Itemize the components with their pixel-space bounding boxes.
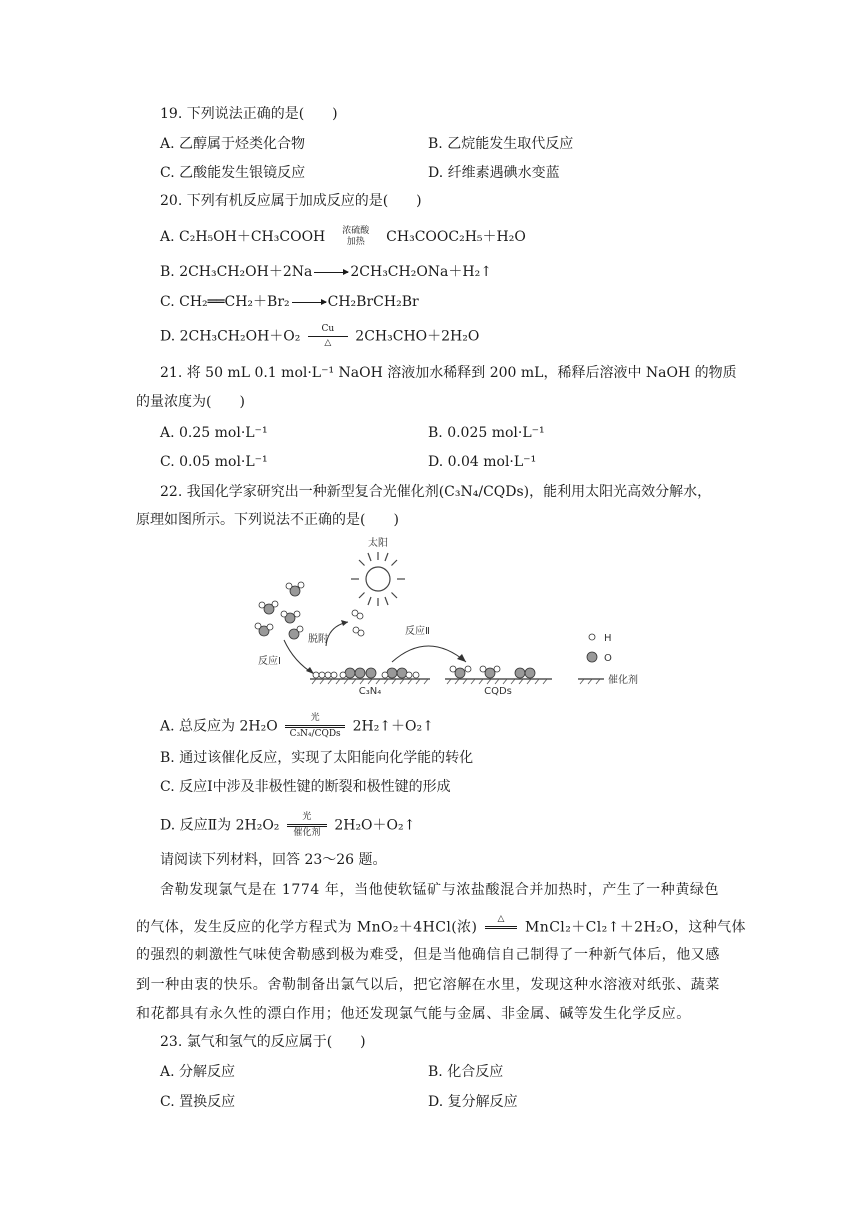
equation-right: 2H₂O＋O₂↑	[334, 817, 416, 834]
reaction-arrow	[314, 272, 348, 273]
water-molecules	[255, 582, 304, 639]
photocatalysis-diagram	[240, 534, 660, 704]
reaction-condition	[333, 226, 379, 248]
reaction2-label: 反应Ⅱ	[405, 626, 430, 637]
question-22-option-d	[160, 812, 415, 839]
material-line-3: 的强烈的刺激性气味使舍勒感到极为难受，但是当他确信自己制得了一种新气体后，他又感	[136, 947, 720, 963]
reaction2-arrow	[392, 646, 466, 662]
question-21-option-c: C. 0.05 mol·L⁻¹	[160, 454, 268, 470]
equation-left: A. C₂H₅OH＋CH₃COOH	[160, 229, 326, 245]
diagram-legend	[578, 633, 638, 686]
question-20-option-c	[160, 292, 419, 312]
reaction-condition	[485, 914, 517, 941]
equation-right: 2CH₃CH₂ONa＋H₂↑	[350, 264, 492, 280]
legend-catalyst-label: 催化剂	[608, 675, 638, 686]
condition-equals	[285, 725, 345, 728]
hydrogen-molecules	[352, 610, 364, 636]
equation-right: 2H₂↑＋O₂↑	[352, 718, 434, 735]
equation-right: MnCl₂＋Cl₂↑＋2H₂O，这种气体	[525, 919, 746, 936]
reaction-condition	[285, 713, 345, 740]
equation-left: D. 反应Ⅱ为 2H₂O₂	[160, 817, 280, 834]
legend-o-label: O	[604, 653, 612, 664]
question-19-option-d: D. 纤维素遇碘水变蓝	[428, 165, 560, 181]
material-intro: 请阅读下列材料，回答 23～26 题。	[160, 852, 387, 868]
question-21-option-d: D. 0.04 mol·L⁻¹	[428, 454, 537, 470]
equation-right: 2CH₃CHO＋2H₂O	[355, 328, 480, 345]
material-line-4: 到一种由衷的快乐。舍勒制备出氯气以后，把它溶解在水里，发现这种水溶液对纸张、蔬菜	[136, 977, 720, 993]
condition-top: △	[497, 914, 505, 924]
question-21-stem-line2: 的量浓度为( )	[136, 394, 245, 410]
equation-right: CH₃COOC₂H₅＋H₂O	[386, 229, 526, 245]
condition-arrow	[308, 336, 348, 337]
condition-equals	[485, 926, 517, 929]
condition-bottom: 催化剂	[293, 828, 321, 838]
sun-icon	[351, 552, 405, 606]
condition-top: 光	[302, 812, 312, 822]
desorb-label: 脱附	[308, 634, 328, 645]
equation-left: B. 2CH₃CH₂OH＋2Na	[160, 264, 313, 280]
question-20-option-b	[160, 262, 492, 282]
equation-right: CH₂BrCH₂Br	[327, 294, 419, 310]
question-22-stem-line1: 22. 我国化学家研究出一种新型复合光催化剂(C₃N₄/CQDs)，能利用太阳光高效分解水，	[160, 484, 712, 500]
question-20-stem: 20. 下列有机反应属于加成反应的是( )	[160, 193, 422, 209]
reaction1-label: 反应Ⅰ	[258, 656, 281, 667]
question-21-option-b: B. 0.025 mol·L⁻¹	[428, 425, 545, 441]
question-19-stem: 19. 下列说法正确的是( )	[160, 106, 338, 122]
question-23-stem: 23. 氯气和氢气的反应属于( )	[160, 1034, 366, 1050]
question-23-option-c: C. 置换反应	[160, 1094, 236, 1110]
condition-equals	[287, 824, 327, 827]
c3n4-surface	[310, 668, 430, 697]
question-22-option-c: C. 反应Ⅰ中涉及非极性键的断裂和极性键的形成	[160, 779, 451, 795]
question-21-option-a: A. 0.25 mol·L⁻¹	[160, 425, 268, 441]
condition-bottom: 加热	[346, 237, 365, 247]
sun-label: 太阳	[368, 538, 388, 549]
legend-h-label: H	[604, 633, 612, 644]
condition-top: 光	[310, 713, 320, 723]
equation-left: C. CH₂══CH₂＋Br₂	[160, 294, 290, 310]
equation-left: A. 总反应为 2H₂O	[160, 718, 278, 735]
condition-top: Cu	[321, 324, 335, 334]
question-23-option-a: A. 分解反应	[160, 1064, 236, 1080]
question-19-option-b: B. 乙烷能发生取代反应	[428, 136, 574, 152]
material-line-5: 和花都具有永久性的漂白作用；他还发现氯气能与金属、非金属、碱等发生化学反应。	[136, 1006, 691, 1022]
question-22-option-a	[160, 713, 434, 740]
cqds-label: CQDs	[484, 686, 512, 697]
condition-bottom: C₃N₄/CQDs	[289, 729, 341, 739]
reaction-condition	[287, 812, 327, 839]
condition-bottom: △	[324, 338, 332, 348]
equation-left: 的气体，发生反应的化学方程式为 MnO₂＋4HCl(浓)	[136, 919, 478, 936]
material-line-2	[136, 914, 746, 941]
question-23-option-b: B. 化合反应	[428, 1064, 504, 1080]
equation-left: D. 2CH₃CH₂OH＋O₂	[160, 328, 301, 345]
question-22-option-b: B. 通过该催化反应，实现了太阳能向化学能的转化	[160, 750, 474, 766]
condition-top: 浓硫酸	[342, 226, 370, 236]
reaction-arrow	[292, 302, 326, 303]
c3n4-label: C₃N₄	[358, 686, 382, 697]
desorb-arrow	[326, 622, 348, 646]
reaction-condition	[308, 324, 348, 349]
question-19-option-c: C. 乙酸能发生银镜反应	[160, 165, 306, 181]
cqds-surface	[445, 666, 552, 697]
question-20-option-d	[160, 324, 479, 349]
question-22-stem-line2: 原理如图所示。下列说法不正确的是( )	[136, 512, 399, 528]
hydrogen-atom-icon	[589, 634, 595, 640]
material-line-1: 舍勒发现氯气是在 1774 年，当他使软锰矿与浓盐酸混合并加热时，产生了一种黄绿色	[160, 882, 720, 898]
question-20-option-a	[160, 226, 526, 248]
question-19-option-a: A. 乙醇属于烃类化合物	[160, 136, 306, 152]
question-23-option-d: D. 复分解反应	[428, 1094, 518, 1110]
question-21-stem-line1: 21. 将 50 mL 0.1 mol·L⁻¹ NaOH 溶液加水稀释到 200 mL，稀释后溶液中 NaOH 的物质	[160, 365, 737, 381]
oxygen-atom-icon	[587, 652, 597, 662]
